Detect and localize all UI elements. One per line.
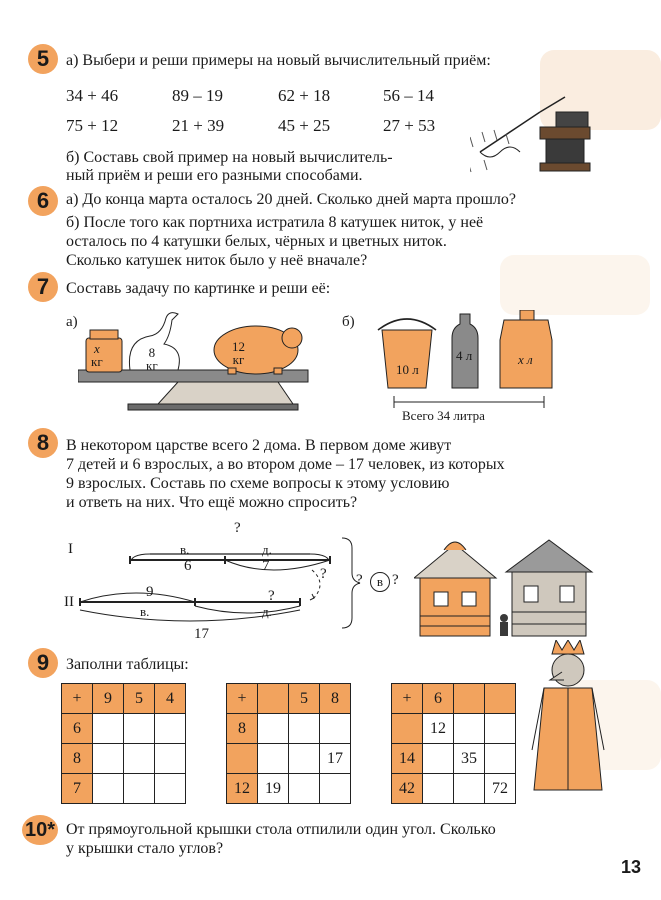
- goose-label: 8 кг: [146, 345, 158, 373]
- table-cell: [289, 744, 320, 774]
- table-cell: [289, 714, 320, 744]
- spool-needle-illustration: [470, 92, 600, 182]
- table-cell: +: [392, 684, 423, 714]
- table-cell: [454, 684, 485, 714]
- row-2-label: II: [64, 594, 74, 610]
- table-cell: 5: [124, 684, 155, 714]
- scale-illustration: [78, 308, 318, 418]
- table-cell: [93, 774, 124, 804]
- table-cell: 6: [423, 684, 454, 714]
- wolf-in-coat-illustration: [522, 640, 612, 800]
- example: 34 + 46: [66, 86, 119, 105]
- example: 62 + 18: [278, 86, 331, 105]
- question-top: ?: [234, 520, 241, 536]
- question-mid: ?: [320, 566, 327, 582]
- table-cell: [155, 774, 186, 804]
- bottle-label: 4 л: [456, 348, 473, 363]
- table-cell: [454, 714, 485, 744]
- task-5-part-a: а) Выбери и реши примеры на новый вычислительный приём:: [66, 52, 491, 69]
- example: 56 – 14: [383, 86, 434, 105]
- table-cell: 4: [155, 684, 186, 714]
- circled-v: в: [370, 572, 390, 592]
- question-low: ?: [268, 588, 275, 604]
- table-cell: [258, 714, 289, 744]
- table-cell: [289, 774, 320, 804]
- task-8-line: 9 взрослых. Составь по схеме вопросы к этому условию: [66, 475, 450, 492]
- task-8-line: и ответь на них. Что ещё можно спросить?: [66, 494, 358, 511]
- question-right-1: ?: [356, 572, 363, 588]
- task-5-badge: 5: [28, 44, 58, 74]
- task-5-part-b-line: б) Составь свой пример на новый вычислитель-: [66, 149, 393, 166]
- task-6-part-b-line: осталось по 4 катушки белых, чёрных и цветных ниток.: [66, 233, 447, 250]
- table-cell: 8: [62, 744, 93, 774]
- table-cell: [320, 774, 351, 804]
- pig-label: 12 кг: [232, 339, 245, 367]
- table-cell: 14: [392, 744, 423, 774]
- task-7-text: Составь задачу по картинке и реши её:: [66, 280, 331, 297]
- table-cell: [485, 744, 516, 774]
- seg-label-d1: д.: [262, 542, 272, 557]
- table-cell: 17: [320, 744, 351, 774]
- task-7-badge: 7: [28, 272, 58, 302]
- bleed-through-shape: [500, 255, 650, 315]
- task-8-badge: 8: [28, 428, 58, 458]
- seg-label-d2: д.: [262, 604, 272, 619]
- task-10-line: у крышки стало углов?: [66, 840, 224, 857]
- table-cell: [423, 774, 454, 804]
- seg-value-9: 9: [146, 584, 154, 600]
- table-cell: [155, 744, 186, 774]
- task-9-badge: 9: [28, 648, 58, 678]
- task-6-part-a: а) До конца марта осталось 20 дней. Сколько дней марта прошло?: [66, 191, 516, 208]
- addition-table-3: [391, 683, 516, 804]
- total-label: Всего 34 литра: [402, 408, 485, 423]
- table-cell: +: [62, 684, 93, 714]
- bucket-label: 10 л: [396, 362, 419, 377]
- table-cell: +: [227, 684, 258, 714]
- task-10-line: От прямоугольной крышки стола отпилили один угол. Сколько: [66, 821, 496, 838]
- example: 89 – 19: [172, 86, 223, 105]
- task-6-part-b-line: Сколько катушек ниток было у неё вначале?: [66, 252, 368, 269]
- task-10-badge: 10*: [22, 815, 58, 845]
- example: 45 + 25: [278, 116, 331, 135]
- page-number: 13: [620, 857, 641, 877]
- seg-value-17: 17: [194, 626, 209, 642]
- table-cell: 8: [227, 714, 258, 744]
- example: 75 + 12: [66, 116, 119, 135]
- table-cell: [485, 684, 516, 714]
- table-cell: 19: [258, 774, 289, 804]
- table-cell: 35: [454, 744, 485, 774]
- table-cell: [93, 714, 124, 744]
- table-cell: 6: [62, 714, 93, 744]
- jar-label: x кг: [91, 341, 103, 369]
- table-cell: [454, 774, 485, 804]
- task-6-badge: 6: [28, 186, 58, 216]
- task-6-part-b-line: б) После того как портниха истратила 8 катушек ниток, у неё: [66, 214, 484, 231]
- table-cell: 5: [289, 684, 320, 714]
- task-8-line: 7 детей и 6 взрослых, а во втором доме – 17 человек, из которых: [66, 456, 505, 473]
- question-right-2: ?: [392, 572, 399, 588]
- segment-diagram: [60, 528, 380, 648]
- can-label: x л: [518, 352, 533, 367]
- example: 27 + 53: [383, 116, 436, 135]
- task-9-text: Заполни таблицы:: [66, 656, 189, 673]
- table-cell: [258, 684, 289, 714]
- table-cell: 42: [392, 774, 423, 804]
- table-cell: 12: [227, 774, 258, 804]
- table-cell: 9: [93, 684, 124, 714]
- seg-label-v2: в.: [140, 604, 150, 619]
- table-cell: [124, 774, 155, 804]
- table-cell: 12: [423, 714, 454, 744]
- table-cell: [155, 714, 186, 744]
- table-cell: [320, 714, 351, 744]
- part-b-label: б): [342, 314, 355, 330]
- houses-illustration: [414, 536, 594, 646]
- table-cell: [392, 714, 423, 744]
- seg-value-6: 6: [184, 558, 192, 574]
- task-8-line: В некотором царстве всего 2 дома. В первом доме живут: [66, 437, 452, 454]
- seg-value-7: 7: [262, 558, 270, 574]
- table-cell: [258, 744, 289, 774]
- seg-label-v1: в.: [180, 542, 190, 557]
- addition-table-2: [226, 683, 351, 804]
- table-cell: [423, 744, 454, 774]
- table-cell: [485, 714, 516, 744]
- example: 21 + 39: [172, 116, 225, 135]
- addition-table-1: [61, 683, 186, 804]
- row-1-label: I: [68, 541, 73, 557]
- table-cell: [93, 744, 124, 774]
- task-5-part-b-line: ный приём и реши его разными способами.: [66, 167, 363, 184]
- table-cell: 72: [485, 774, 516, 804]
- table-cell: 7: [62, 774, 93, 804]
- table-cell: [227, 744, 258, 774]
- table-cell: [124, 744, 155, 774]
- part-a-label: а): [66, 314, 78, 330]
- table-cell: 8: [320, 684, 351, 714]
- table-cell: [124, 714, 155, 744]
